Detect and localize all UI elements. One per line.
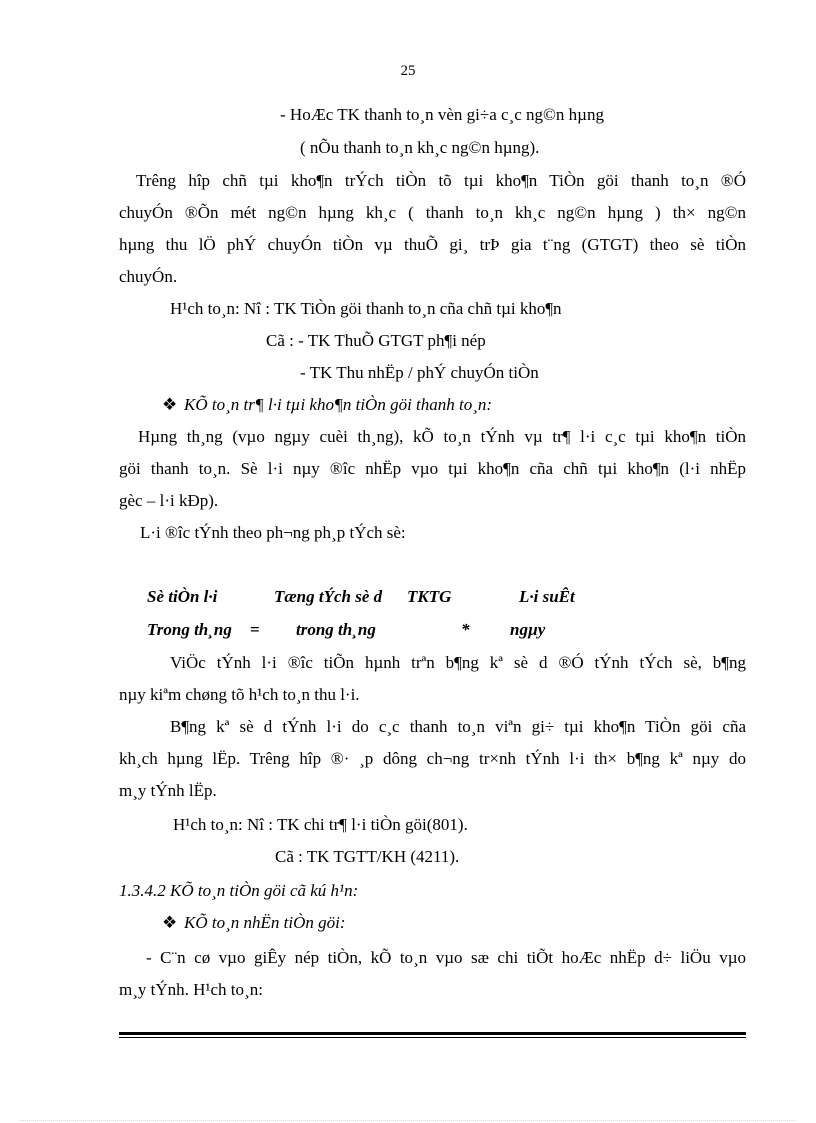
text-line: Trêng hîp chñ tµi kho¶n trÝch tiÒn tõ tµi kho¶n TiÒn göi thanh to¸n ®Ó [136, 171, 746, 190]
text-line: m¸y tÝnh lËp. [119, 781, 217, 800]
heading-text: KÕ to¸n tr¶ l·i tµi kho¶n tiÒn göi thanh to¸n: [184, 395, 493, 414]
subsection-heading: 1.3.4.2 KÕ to¸n tiÒn göi cã kú h¹n: [119, 881, 359, 900]
formula-term: ngµy [510, 620, 546, 639]
footer-rule-thin [119, 1037, 746, 1038]
text-line: kh¸ch hµng lËp. Trêng hîp ®· ¸p dông ch¬ng tr×nh tÝnh l·i th× b¶ng kª nµy do [119, 749, 746, 768]
section-heading [162, 395, 492, 415]
text-line: ( nÕu thanh to¸n kh¸c ng©n hµng). [300, 138, 540, 157]
text-line: chuyÓn. [119, 267, 178, 286]
text-line: - HoÆc TK thanh to¸n vèn gi÷a c¸c ng©n hµng [280, 105, 604, 124]
text-line: Cã : TK TGTT/KH (4211). [275, 847, 460, 866]
diamond-bullet-icon: ❖ [162, 395, 178, 414]
footer-rule [119, 1032, 746, 1035]
text-line: H¹ch to¸n: Nî : TK chi tr¶ l·i tiÒn göi(801). [173, 815, 468, 834]
text-line: - TK Thu nhËp / phÝ chuyÓn tiÒn [300, 363, 539, 382]
text-line: H¹ch to¸n: Nî : TK TiÒn göi thanh to¸n cña chñ tµi kho¶n [170, 299, 562, 318]
text-line: m¸y tÝnh. H¹ch to¸n: [119, 980, 263, 999]
text-line: B¶ng kª sè d tÝnh l·i do c¸c thanh to¸n viªn gi÷ tµi kho¶n TiÒn göi cña [170, 717, 746, 736]
formula-equals: = [250, 620, 260, 639]
heading-text: KÕ to¸n nhËn tiÒn göi: [184, 913, 346, 932]
formula-multiply: * [461, 620, 470, 639]
page-number: 25 [400, 63, 416, 79]
formula-term: trong th¸ng [296, 620, 376, 639]
text-line: nµy kiªm chøng tõ h¹ch to¸n thu l·i. [119, 685, 360, 704]
diamond-bullet-icon: ❖ [162, 913, 178, 932]
formula-term: Sè tiÒn l·i [147, 587, 218, 606]
formula-term: L·i suÊt [519, 587, 575, 606]
formula-term: TKTG [407, 587, 452, 606]
text-line: Hµng th¸ng (vµo ngµy cuèi th¸ng), kÕ to¸n tÝnh vµ tr¶ l·i c¸c tµi kho¶n tiÒn [138, 427, 746, 446]
text-line: hµng thu lÖ phÝ chuyÓn tiÒn vµ thuÕ gi¸ trÞ gia t¨ng (GTGT) theo sè tiÒn [119, 235, 746, 254]
text-line: Cã : - TK ThuÕ GTGT ph¶i nép [266, 331, 486, 350]
section-heading [162, 913, 346, 933]
text-line: göi thanh to¸n. Sè l·i nµy ®îc nhËp vµo tµi kho¶n cña chñ tµi kho¶n (l·i nhËp [119, 459, 746, 478]
text-line: L·i ®îc tÝnh theo ph¬ng ph¸p tÝch sè: [140, 523, 406, 542]
page-edge-dotted-line [20, 1120, 796, 1121]
text-line: gèc – l·i kÐp). [119, 491, 219, 510]
text-line: - C¨n cø vµo giÊy nép tiÒn, kÕ to¸n vµo sæ chi tiÕt hoÆc nhËp d÷ liÖu vµo [146, 948, 746, 967]
formula-term: Trong th¸ng [147, 620, 232, 639]
text-line: ViÖc tÝnh l·i ®îc tiÕn hµnh trªn b¶ng kª sè d ®Ó tÝnh tÝch sè, b¶ng [170, 653, 746, 672]
formula-term: Tæng tÝch sè d [274, 587, 383, 606]
text-line: chuyÓn ®Õn mét ng©n hµng kh¸c ( thanh to¸n kh¸c ng©n hµng ) th× ng©n [119, 203, 746, 222]
